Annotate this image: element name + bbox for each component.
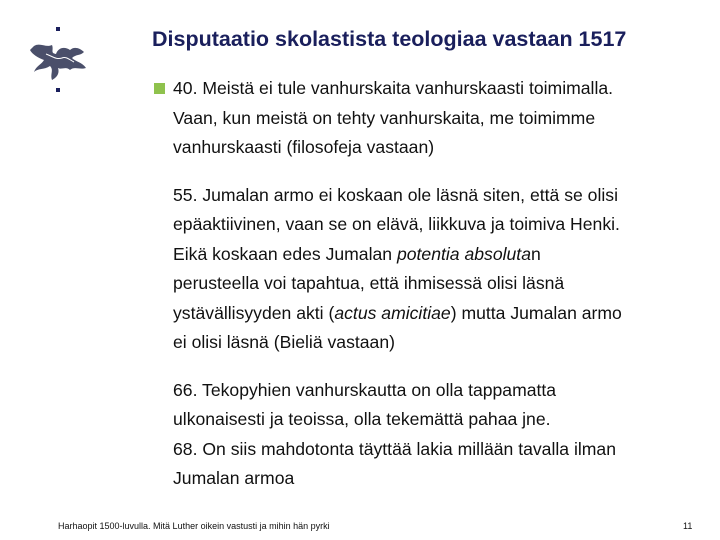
page-number: 11 xyxy=(683,521,693,531)
p2-line6: ei olisi läsnä (Bieliä vastaan) xyxy=(173,332,395,352)
slide-footer: Harhaopit 1500-luvulla. Mitä Luther oikein vastusti ja mihin hän pyrki xyxy=(58,521,330,531)
p3-line3: 68. On siis mahdotonta täyttää lakia millään tavalla ilman xyxy=(173,438,617,459)
p1-line3: vanhurskaasti (filosofeja vastaan) xyxy=(173,137,435,157)
paragraph-thesis-55 xyxy=(173,181,708,358)
p3-line1: 66. Tekopyhien vanhurskautta on olla tappamatta xyxy=(173,379,557,400)
slide-title: Disputaatio skolastista teologiaa vastaan 1517 xyxy=(152,27,627,51)
p2-line4: perusteella voi tapahtua, että ihmisessä olisi läsnä xyxy=(173,273,565,293)
p2-line1: 55. Jumalan armo ei koskaan ole läsnä siten, että se olisi xyxy=(173,184,618,205)
paragraph-thesis-66-68 xyxy=(173,376,708,494)
p2-line3-post: n xyxy=(530,243,541,264)
university-of-helsinki-logo-icon xyxy=(26,26,90,98)
p2-line5-post: ) mutta Jumalan armo xyxy=(450,302,622,323)
p3-line4: Jumalan armoa xyxy=(173,468,295,488)
slide-body xyxy=(173,74,708,494)
p2-line5-italic: actus amicitiae xyxy=(334,302,451,323)
p3-line2: ulkonaisesti ja teoissa, olla tekemättä pahaa jne. xyxy=(173,409,551,429)
bullet-marker xyxy=(154,83,165,94)
p2-line3-pre: Eikä koskaan edes Jumalan xyxy=(173,243,397,264)
paragraph-thesis-40 xyxy=(173,74,708,163)
p1-line2: Vaan, kun meistä on tehty vanhurskaita, me toimimme xyxy=(173,107,596,128)
p1-line1: 40. Meistä ei tule vanhurskaita vanhurskaasti toimimalla. xyxy=(173,78,614,98)
p2-line5-pre: ystävällisyyden akti ( xyxy=(173,302,335,323)
p2-line3-italic: potentia absoluta xyxy=(396,243,531,264)
p2-line2: epäaktiivinen, vaan se on elävä, liikkuva ja toimiva Henki. xyxy=(173,214,620,234)
